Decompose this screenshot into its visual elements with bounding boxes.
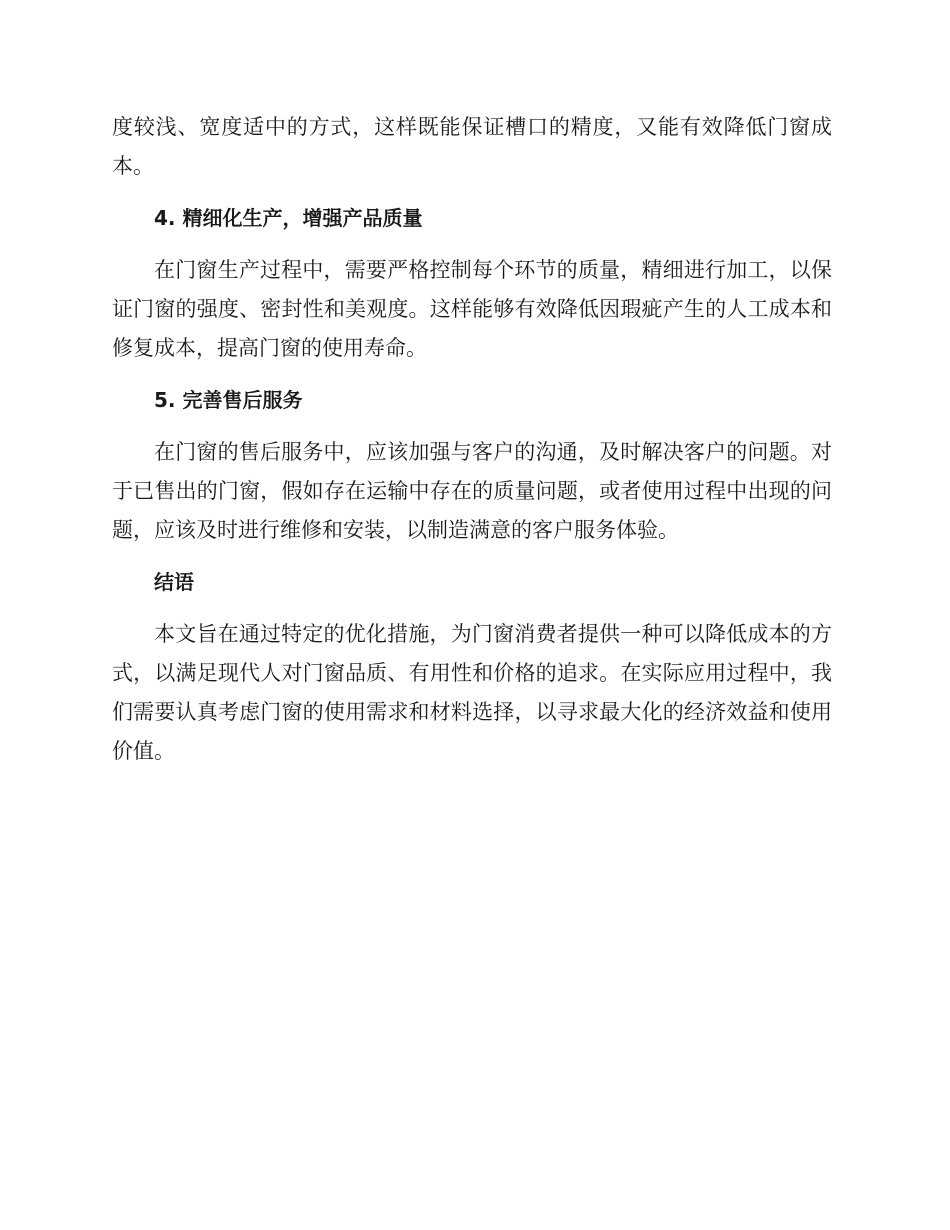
section-heading-5: 5. 完善售后服务 — [154, 388, 303, 412]
section-heading-4: 4. 精细化生产，增强产品质量 — [154, 206, 423, 230]
paragraph-continuation: 度较浅、宽度适中的方式，这样既能保证槽口的精度，又能有效降低门窗成本。 — [112, 115, 832, 178]
paragraph-conclusion: 本文旨在通过特定的优化措施，为门窗消费者提供一种可以降低成本的方式，以满足现代人对门窗品质、有用性和价格的追求。在实际应用过程中，我们需要认真考虑门窗的使用需求和材料选择，以寻求最大化的经济效益和使用价值。 — [112, 622, 832, 763]
section-heading-conclusion: 结语 — [154, 570, 194, 594]
document-body — [112, 108, 832, 784]
paragraph-production-quality: 在门窗生产过程中，需要严格控制每个环节的质量，精细进行加工，以保证门窗的强度、密封性和美观度。这样能够有效降低因瑕疵产生的人工成本和修复成本，提高门窗的使用寿命。 — [112, 258, 832, 360]
paragraph-after-sales: 在门窗的售后服务中，应该加强与客户的沟通，及时解决客户的问题。对于已售出的门窗，假如存在运输中存在的质量问题，或者使用过程中出现的问题，应该及时进行维修和安装，以制造满意的客户服务体验。 — [112, 440, 832, 542]
